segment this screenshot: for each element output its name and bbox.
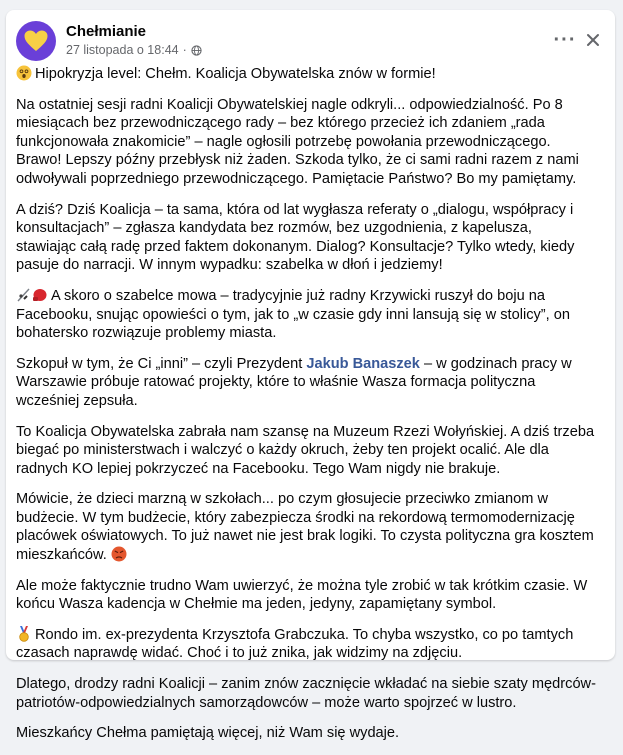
- meta-separator: ·: [182, 43, 187, 57]
- post-timestamp[interactable]: 27 listopada o 18:44: [66, 43, 179, 57]
- post-paragraph-1: [16, 65, 596, 84]
- page-avatar[interactable]: [16, 21, 56, 61]
- paragraph-text: Rondo im. ex-prezydenta Krzysztofa Grabczuka. To chyba wszystko, co po tamtych czasach naprawdę widać. Choć i to już znika, jak widzimy na zdjęciu.: [16, 626, 574, 662]
- yellow-heart-icon: [23, 29, 49, 53]
- page-name[interactable]: Chełmianie: [66, 23, 147, 40]
- medal-emoji: [16, 626, 32, 642]
- paragraph-text: A skoro o szabelce mowa – tradycyjnie już radny Krzywicki ruszył do boju na Facebooku, snując opowieści o tym, jak to „w czasie gdy inni lansują się w stolicy”, on bohatersko rozwiązuje problemy miasta.: [16, 287, 570, 342]
- post-paragraph-10: Dlatego, drodzy radni Koalicji – zanim znów zacznięcie wkładać na siebie szaty mędrców-patriotów-odpowiedzialnych samorządowców – może warto spojrzeć w lustro.: [16, 676, 596, 711]
- post-paragraph-2: Na ostatniej sesji radni Koalicji Obywatelskiej nagle odkryli... odpowiedzialność. Po 8 miesiącach bez przewodniczącego rady – bez którego przecież ich zdaniem „rada funkcjonowała znakomicie” – nagle ogłosili potrzebę powołania przewodniczącego. Brawo! Lepszy późny przebłysk niż żaden. Szkoda tylko, że ci sami radni razem z nami odwoływali poprzedniego przewodniczącego. Pamiętacie Państwo? Bo my pamiętamy.: [16, 96, 579, 187]
- post-paragraph-6: To Koalicja Obywatelska zabrała nam szansę na Muzeum Rzezi Wołyńskiej. A dziś trzeba biegać po ministerstwach i walczyć o każdy okruch, żeby ten projekt ocalić. Ale dla radnych KO lepiej pokrzyczeć na Facebooku. Tego Wam nigdy nie brakuje.: [16, 423, 595, 477]
- paragraph-text: Mówicie, że dzieci marzną w szkołach... po czym głosujecie przeciwko zmianom w budżecie. W tym budżecie, który zabezpiecza środki na rekordową termomodernizację placówek oświatowych. To już nawet nie jest brak logiki. To czysta polityczna gra kosztem mieszkańców.: [16, 491, 594, 564]
- post-paragraph-11: Mieszkańcy Chełma pamiętają więcej, niż Wam się wydaje.: [16, 725, 400, 742]
- mention-link[interactable]: Jakub Banaszek: [306, 355, 420, 372]
- more-options-icon: ···: [553, 29, 577, 51]
- post-paragraph-5: [16, 355, 596, 411]
- post-body: [16, 65, 596, 755]
- post-paragraph-7: [16, 490, 596, 564]
- fencing-boxing-glove-emoji: [16, 287, 48, 303]
- paragraph-text: – w godzinach pracy w Warszawie próbuje ratować projekty, które to właśnie Wasza formacja polityczna wcześniej zepsuła.: [16, 355, 572, 409]
- post-meta: [66, 43, 202, 57]
- angry-face-emoji: [111, 546, 127, 562]
- close-icon: [586, 33, 600, 47]
- post-paragraph-4: [16, 287, 596, 343]
- globe-icon[interactable]: [191, 45, 202, 56]
- post-paragraph-3: A dziś? Dziś Koalicja – ta sama, która od lat wygłasza referaty o „dialogu, współpracy i konsultacjach” – zgłasza kandydata bez rozmów, bez uzgodnienia, z kapelusza, stawiając całą radę przed faktem dokonanym. Dialog? Konsultacje? Tylko wtedy, kiedy pasuje do narracji. W innym wypadku: szabelka w dłoń i jedziemy!: [16, 201, 575, 274]
- post-card: [6, 10, 615, 742]
- post-paragraph-8: Ale może faktycznie trudno Wam uwierzyć, że można tyle zrobić w tak krótkim czasie. W końcu Wasza kadencja w Chełmie ma jeden, jedyny, zapamiętany symbol.: [16, 577, 588, 613]
- paragraph-text: Szkopuł w tym, że Ci „inni” – czyli Prezydent: [16, 355, 307, 372]
- post-header: [16, 21, 605, 61]
- dizzy-face-emoji: [16, 65, 32, 81]
- more-options-button[interactable]: [551, 26, 579, 54]
- post-paragraph-9: [16, 626, 596, 663]
- paragraph-text: Hipokryzja level: Chełm. Koalicja Obywatelska znów w formie!: [35, 66, 436, 82]
- close-button[interactable]: [579, 26, 607, 54]
